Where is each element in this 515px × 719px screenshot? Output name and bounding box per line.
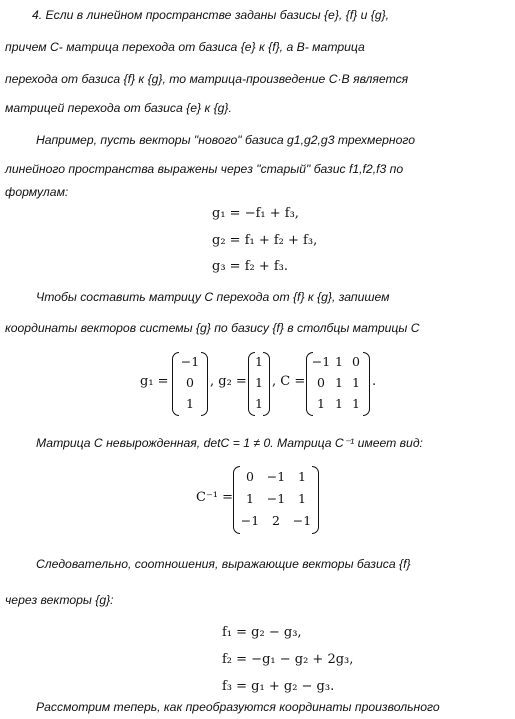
matrix-Cinv: [233, 466, 319, 534]
para-line-3: перехода от базиса {f} к {g}, то матрица-произведение C·B является: [5, 72, 409, 86]
C-cell: −1: [311, 354, 331, 369]
matrix-end-dot: .: [372, 374, 377, 389]
Cinv-cell: −1: [266, 469, 286, 484]
g2-label: , g₂ =: [210, 374, 247, 389]
equation-g1: g₁ = −f₁ + f₃,: [212, 206, 299, 221]
Cinv-cell: −1: [240, 513, 260, 528]
g1-label: g₁ =: [140, 374, 169, 389]
equation-g3: g₃ = f₂ + f₃.: [212, 259, 289, 274]
matrix-g2: [248, 352, 270, 416]
Cinv-cell: 1: [298, 469, 306, 484]
C-cell: 0: [352, 354, 360, 369]
C-cell: 1: [352, 396, 360, 411]
equation-f2: f₂ = −g₁ − g₂ + 2g₃,: [222, 652, 354, 667]
Cinv-cell: −1: [292, 513, 312, 528]
g2-cell: 1: [255, 396, 263, 411]
para-line-11: Следовательно, соотношения, выражающие векторы базиса {f}: [36, 557, 411, 571]
g2-cell: 1: [255, 375, 263, 390]
C-cell: 1: [352, 375, 360, 390]
Cinv-cell: 0: [246, 469, 254, 484]
equation-f3: f₃ = g₁ + g₂ − g₃.: [222, 679, 335, 694]
para-line-10: Матрица C невырожденная, detC = 1 ≠ 0. Матрица C⁻¹ имеет вид:: [36, 436, 423, 450]
C-cell: 1: [335, 354, 343, 369]
para-line-13: Рассмотрим теперь, как преобразуются координаты произвольного: [36, 700, 440, 714]
matrix-C: [306, 352, 370, 416]
Cinv-cell: −1: [266, 491, 286, 506]
g1-cell: −1: [180, 354, 200, 369]
para-line-9: координаты векторов системы {g} по базису {f} в столбцы матрицы C: [5, 321, 420, 335]
matrix-g1: [172, 352, 208, 416]
para-line-6: линейного пространства выражены через "старый" базис f1,f2,f3 по: [5, 162, 404, 176]
Cinv-label: C⁻¹ =: [196, 490, 234, 505]
para-line-7: формулам:: [5, 185, 69, 199]
para-line-12: через векторы {g}:: [5, 593, 114, 607]
Cinv-cell: 1: [246, 491, 254, 506]
para-line-4: матрицей перехода от базиса {e} к {g}.: [5, 101, 232, 115]
C-cell: 0: [317, 375, 325, 390]
g2-cell: 1: [255, 354, 263, 369]
Cinv-cell: 2: [272, 513, 280, 528]
C-cell: 1: [317, 396, 325, 411]
para-line-2: причем C- матрица перехода от базиса {e} к {f}, а B- матрица: [5, 40, 365, 54]
equation-g2: g₂ = f₁ + f₂ + f₃,: [212, 233, 318, 248]
para-line-8: Чтобы составить матрицу C перехода от {f} к {g}, запишем: [36, 290, 390, 304]
C-label: , C =: [272, 374, 306, 389]
para-line-1: 4. Если в линейном пространстве заданы базисы {e}, {f} и {g},: [32, 8, 390, 22]
equation-f1: f₁ = g₂ − g₃,: [222, 625, 302, 640]
C-cell: 1: [335, 396, 343, 411]
C-cell: 1: [335, 375, 343, 390]
Cinv-cell: 1: [298, 491, 306, 506]
para-line-5: Например, пусть векторы "нового" базиса g1,g2,g3 трехмерного: [36, 133, 416, 147]
g1-cell: 1: [186, 396, 194, 411]
g1-cell: 0: [186, 375, 194, 390]
